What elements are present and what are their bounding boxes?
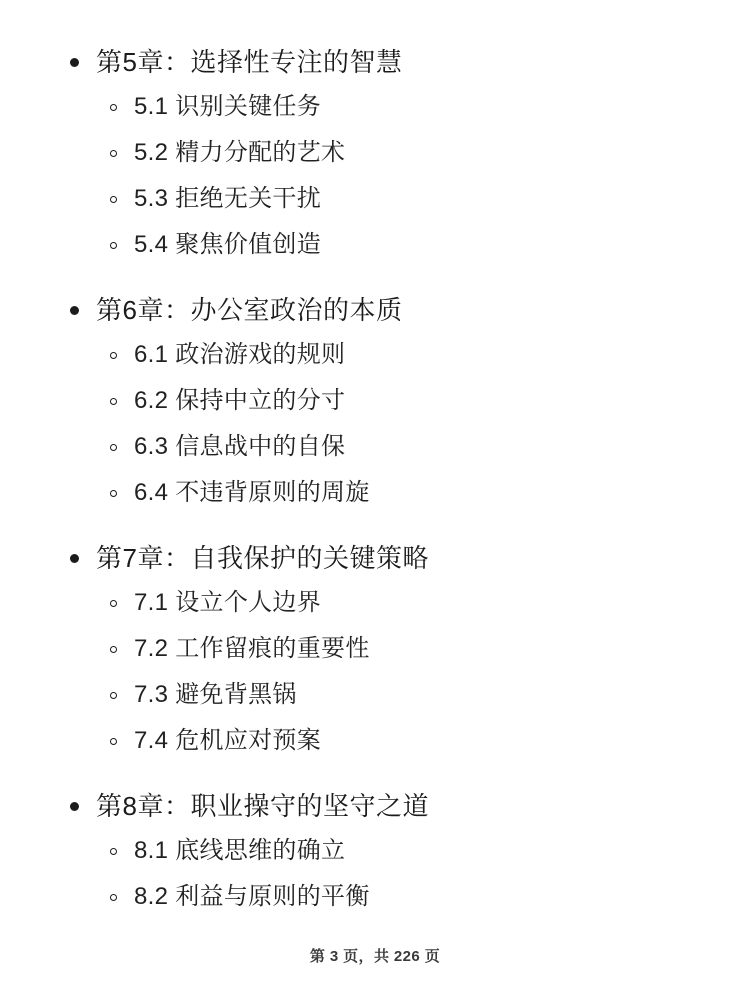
bullet-hollow-icon <box>110 646 117 653</box>
bullet-hollow-icon <box>110 352 117 359</box>
toc-section-item[interactable] <box>60 474 690 512</box>
bullet-filled-icon <box>70 306 79 315</box>
toc-section-title: 5.2 精力分配的艺术 <box>134 139 346 167</box>
toc-chapter-item[interactable] <box>60 786 690 826</box>
bullet-hollow-icon <box>110 894 117 901</box>
toc-chapter-title: 第7章：自我保护的关键策略 <box>96 542 429 573</box>
toc-section-item[interactable] <box>60 226 690 264</box>
toc-section-list <box>60 584 690 760</box>
bullet-hollow-icon <box>110 692 117 699</box>
toc-chapter-item[interactable] <box>60 42 690 82</box>
bullet-hollow-icon <box>110 104 117 111</box>
toc-section-list <box>60 832 690 916</box>
toc-section-item[interactable] <box>60 180 690 218</box>
toc-section-title: 7.1 设立个人边界 <box>134 589 322 617</box>
toc-chapter-title: 第8章：职业操守的坚守之道 <box>96 790 429 821</box>
toc-section-item[interactable] <box>60 88 690 126</box>
toc-chapter-title: 第5章：选择性专注的智慧 <box>96 47 403 77</box>
toc-section-title: 8.1 底线思维的确立 <box>134 837 346 865</box>
toc-section-title: 7.4 危机应对预案 <box>134 726 322 754</box>
bullet-filled-icon <box>70 802 79 811</box>
toc-section-title: 6.3 信息战中的自保 <box>134 433 346 461</box>
toc-chapter-item[interactable] <box>60 538 690 578</box>
table-of-contents <box>60 42 690 916</box>
toc-section-item[interactable] <box>60 584 690 622</box>
bullet-filled-icon <box>70 58 79 67</box>
toc-section-item[interactable] <box>60 134 690 172</box>
bullet-hollow-icon <box>110 600 117 607</box>
toc-section-title: 5.1 识别关键任务 <box>134 93 322 121</box>
toc-section-item[interactable] <box>60 382 690 420</box>
toc-section-item[interactable] <box>60 428 690 466</box>
toc-chapter-title: 第6章：办公室政治的本质 <box>96 294 403 325</box>
bullet-hollow-icon <box>110 242 117 249</box>
bullet-hollow-icon <box>110 738 117 745</box>
toc-section-item[interactable] <box>60 722 690 760</box>
bullet-hollow-icon <box>110 848 117 855</box>
toc-section-item[interactable] <box>60 336 690 374</box>
toc-section-item[interactable] <box>60 630 690 668</box>
page-footer: 第 3 页，共 226 页 <box>309 948 441 965</box>
toc-section-title: 6.2 保持中立的分寸 <box>134 387 346 415</box>
toc-section-title: 5.3 拒绝无关干扰 <box>134 185 322 213</box>
toc-section-title: 6.4 不违背原则的周旋 <box>134 478 370 506</box>
toc-section-item[interactable] <box>60 878 690 916</box>
bullet-hollow-icon <box>110 398 117 405</box>
bullet-hollow-icon <box>110 490 117 497</box>
toc-chapter-item[interactable] <box>60 290 690 330</box>
bullet-hollow-icon <box>110 444 117 451</box>
toc-section-title: 6.1 政治游戏的规则 <box>134 341 346 369</box>
toc-section-title: 7.2 工作留痕的重要性 <box>134 635 370 663</box>
toc-section-item[interactable] <box>60 676 690 714</box>
toc-section-list <box>60 336 690 512</box>
toc-section-title: 8.2 利益与原则的平衡 <box>134 882 370 910</box>
toc-section-item[interactable] <box>60 832 690 870</box>
bullet-hollow-icon <box>110 150 117 157</box>
toc-section-list <box>60 88 690 264</box>
toc-section-title: 7.3 避免背黑锅 <box>134 680 297 708</box>
toc-section-title: 5.4 聚焦价值创造 <box>134 231 322 259</box>
bullet-filled-icon <box>70 554 79 563</box>
bullet-hollow-icon <box>110 196 117 203</box>
